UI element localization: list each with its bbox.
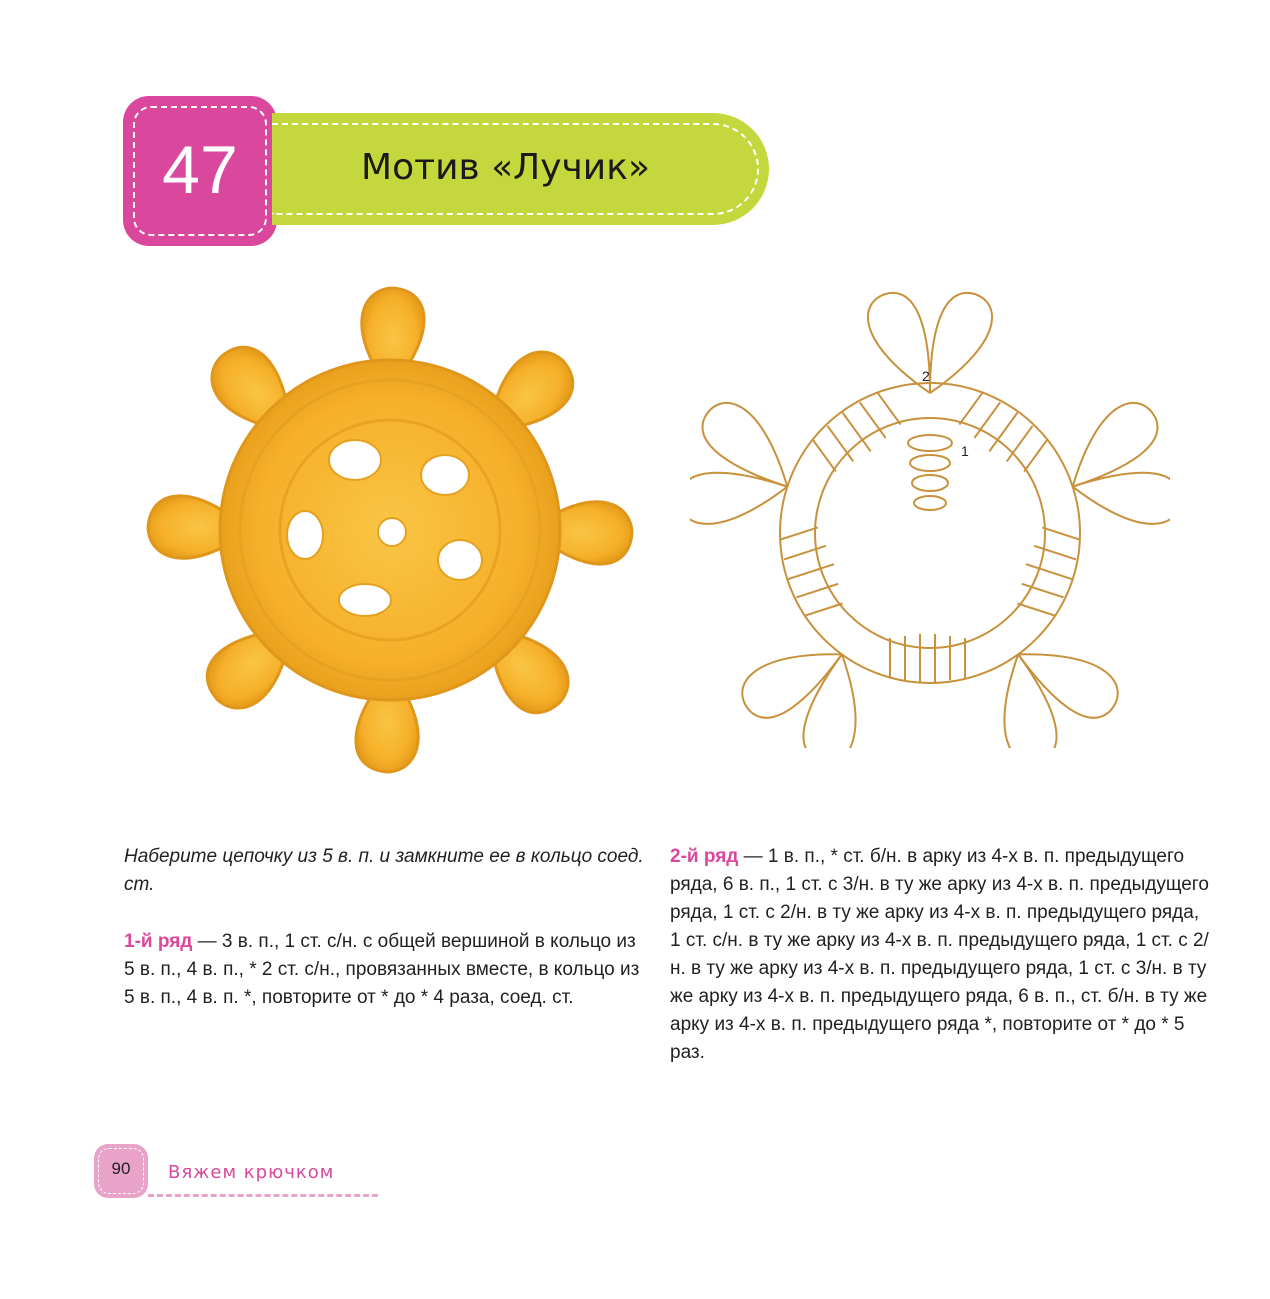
row2-instructions xyxy=(670,843,1210,1067)
page-number-badge xyxy=(94,1144,148,1198)
row1-label: 1-й ряд xyxy=(124,931,193,952)
motif-number-badge xyxy=(123,96,277,246)
row2-label: 2-й ряд xyxy=(670,846,739,867)
running-footer-title: Вяжем крючком xyxy=(168,1162,335,1183)
footer-dashed-rule xyxy=(148,1194,378,1197)
title-banner xyxy=(272,113,769,225)
crochet-motif-photo xyxy=(130,270,650,790)
page-title: Мотив «Лучик» xyxy=(361,147,650,188)
row1-instructions xyxy=(124,928,644,1012)
row2-text: — 1 в. п., * ст. б/н. в арку из 4-х в. п. предыдущего ряда, 6 в. п., 1 ст. с 3/н. в ту же арку из 4-х в. п. предыдущего ряда, 1 ст. с 2/н. в ту же арку из 4-х в. п. предыдущего ряда, 1 ст. с/н. в ту же арку из 4-х в. п. предыдущего ряда, 1 ст. с 2/н. в ту же арку из 4-х в. п. предыдущего ряда, 1 ст. с 3/н. в ту же арку из 4-х в. п. предыдущего ряда, 6 в. п., ст. б/н. в ту же арку из 4-х в. п. предыдущего ряда *, повторите от * до * 5 раз. xyxy=(670,846,1209,1063)
row1-text: — 3 в. п., 1 ст. с/н. с общей вершиной в кольцо из 5 в. п., 4 в. п., * 2 ст. с/н., провязанных вместе, в кольцо из 5 в. п., 4 в. п. *, повторите от * до * 4 раза, соед. ст. xyxy=(124,931,640,1008)
intro-instructions: Наберите цепочку из 5 в. п. и замкните ее в кольцо соед. ст. xyxy=(124,846,644,895)
page-number: 90 xyxy=(111,1159,131,1178)
motif-number: 47 xyxy=(162,132,238,208)
diagram-row2-label: 2 xyxy=(922,368,930,384)
crochet-chart-diagram xyxy=(690,278,1170,748)
diagram-row1-label: 1 xyxy=(961,443,969,459)
